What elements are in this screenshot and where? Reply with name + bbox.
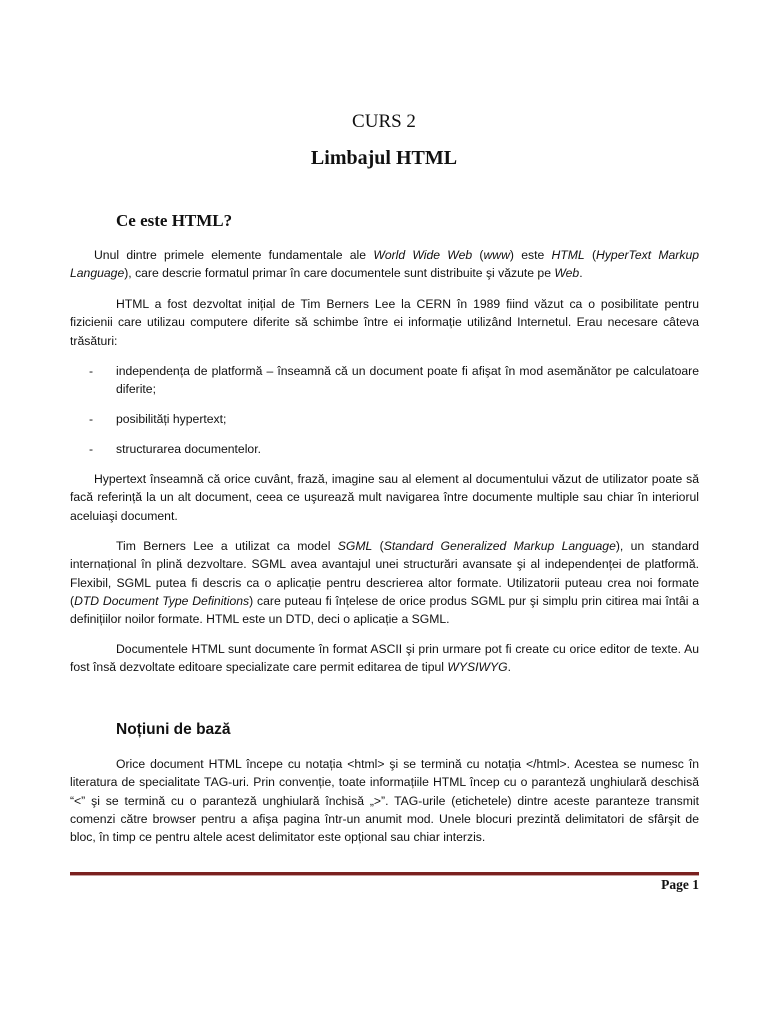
paragraph-intro: Unul dintre primele elemente fundamentale ale World Wide Web (www) este HTML (HyperText Markup Language), care descrie formatul primar în care documentele sunt distribuite şi văzute pe Web. <box>70 248 700 281</box>
list-item-text: posibilități hypertext; <box>116 412 227 426</box>
bullet-marker: - <box>89 364 94 378</box>
page-number: Page 1 <box>661 877 699 892</box>
paragraph-tags: Orice document HTML începe cu notația <html> şi se termină cu notația </html>. Acestea se numesc în literatura de specialitate TAG-uri. Prin convenție, toate informațiile HTML încep cu o paranteză unghiulară deschisă “<” şi se termină cu o paranteză unghiulară închisă „>”. TAG-urile (etichetele) dintre aceste paranteze transmit comenzi către browser pentru a afişa pagina într-un anumit mod. Unele blocuri prezintă delimitatori de sfârşit de bloc, în timp ce pentru altele acest delimitator este opțional sau chiar interzis. <box>70 757 699 845</box>
footer-rule <box>70 872 699 876</box>
paragraph-hypertext: Hypertext înseamnă că orice cuvânt, frază, imagine sau al element al documentului văzut de utilizator poate să facă referință la un alt document, ceea ce uşurează mult navigarea între documente multiple sau chiar în interiorul aceluiaşi document. <box>70 472 699 523</box>
list-item-text: independența de platformă – înseamnă că un document poate fi afişat în mod asemănător pe calculatoare diferite; <box>116 364 699 397</box>
list-item <box>89 410 699 428</box>
list-item <box>89 440 699 458</box>
list-item <box>89 362 699 399</box>
document-title: Limbajul HTML <box>310 147 458 169</box>
paragraph-ascii: Documentele HTML sunt documente în format ASCII şi prin urmare pot fi create cu orice editor de texte. Au fost însă dezvoltate editoare specializate care permit editarea de tipul WYSIWYG. <box>70 642 699 675</box>
section-heading-what-is-html: Ce este HTML? <box>116 211 233 230</box>
paragraph-sgml: Tim Berners Lee a utilizat ca model SGML (Standard Generalized Markup Language), un standard internațional în plină dezvoltare. SGML avea avantajul unei structurări avansate şi al independenței de platformă. Flexibil, SGML putea fi descris ca o aplicație pentru descrierea altor formate. Utilizatorii puteau crea noi formate (DTD Document Type Definitions) care puteau fi înțelese de orice produs SGML pur şi simplu prin citirea mai întâi a definițiilor noilor formate. HTML este un DTD, deci o aplicație a SGML. <box>70 539 700 627</box>
section-heading-basics: Noțiuni de bază <box>116 721 231 738</box>
bullet-marker: - <box>89 442 94 456</box>
list-item-text: structurarea documentelor. <box>116 442 261 456</box>
paragraph-history: HTML a fost dezvoltat inițial de Tim Berners Lee la CERN în 1989 fiind văzut ca o posibilitate pentru fizicienii care utilizau computere diferite să schimbe între ei informație utilizând Internetul. Erau necesare câteva trăsături: <box>70 297 699 348</box>
course-label: CURS 2 <box>352 111 416 132</box>
bullet-marker: - <box>89 412 94 426</box>
